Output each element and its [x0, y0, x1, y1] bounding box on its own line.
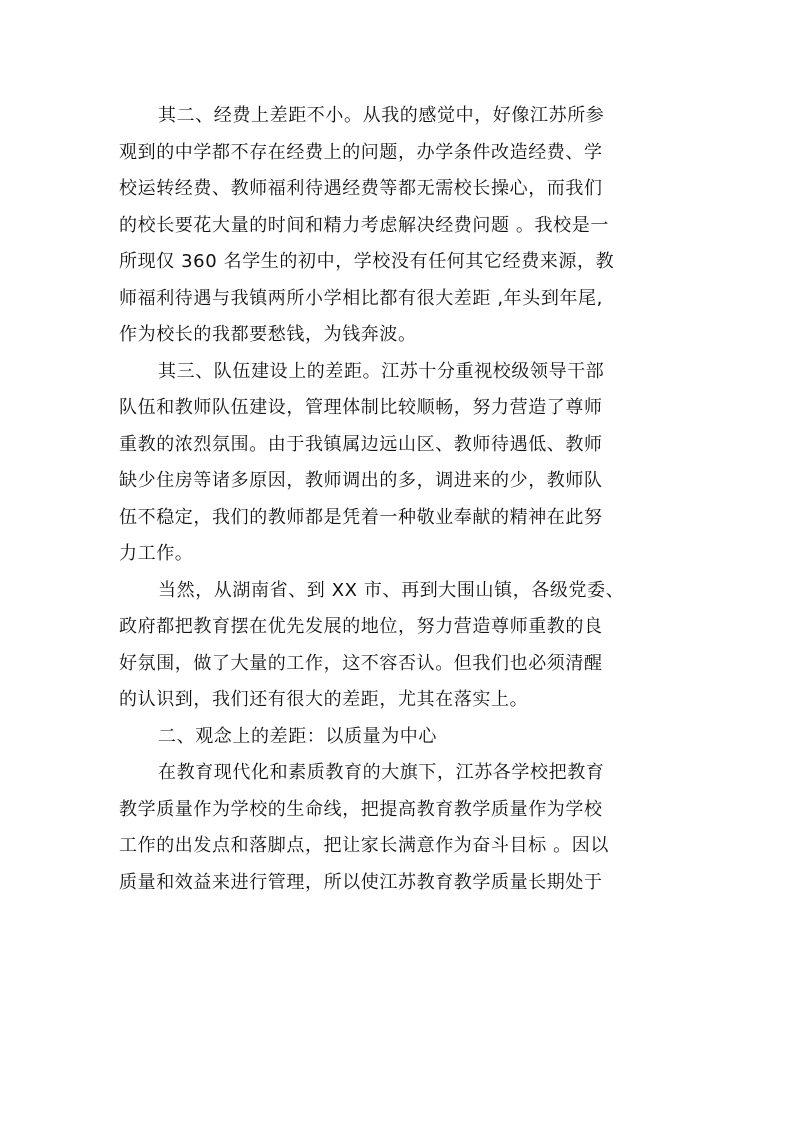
paragraph-line: 其二、经费上差距不小。从我的感觉中，好像江苏所参 — [158, 105, 605, 126]
paragraph-line: 师福利待遇与我镇两所小学相比都有很大差距 ,年头到年尾, — [119, 287, 603, 309]
paragraph-line: 校运转经费、教师福利待遇经费等都无需校长操心，而我们 — [119, 178, 603, 199]
paragraph-line: 所现仅 360 名学生的初中，学校没有任何其它经费来源，教 — [119, 251, 615, 272]
paragraph-line: 缺少住房等诸多原因，教师调出的多，调进来的少，教师队 — [119, 470, 603, 491]
paragraph-line: 政府都把教育摆在优先发展的地位，努力营造尊师重教的良 — [119, 616, 603, 637]
paragraph-line: 重教的浓烈氛围。由于我镇属边远山区、教师待遇低、教师 — [119, 433, 603, 455]
paragraph-line: 观到的中学都不存在经费上的问题，办学条件改造经费、学 — [119, 141, 603, 163]
paragraph-line: 队伍和教师队伍建设，管理体制比较顺畅，努力营造了尊师 — [119, 397, 603, 418]
document-body — [119, 98, 679, 901]
paragraph-line: 的校长要花大量的时间和精力考虑解决经费问题 。我校是一 — [119, 214, 609, 236]
paragraph-line: 的认识到，我们还有很大的差距，尤其在落实上。 — [119, 689, 529, 710]
paragraph-line: 作为校长的我都要愁钱，为钱奔波。 — [119, 324, 417, 345]
paragraph-line: 教学质量作为学校的生命线，把提高教育教学质量作为学校 — [119, 798, 603, 820]
paragraph-line: 在教育现代化和素质教育的大旗下，江苏各学校把教育 — [158, 762, 605, 783]
paragraph-line: 当然，从湖南省、到 XX 市、再到大围山镇，各级党委、 — [158, 579, 625, 601]
paragraph-line: 好氛围，做了大量的工作，这不容否认。但我们也必须清醒 — [119, 652, 603, 674]
section-heading: 二、观念上的差距：以质量为中心 — [158, 725, 437, 747]
paragraph-line: 力工作。 — [119, 543, 194, 564]
paragraph-line: 质量和效益来进行管理，所以使江苏教育教学质量长期处于 — [119, 871, 603, 893]
paragraph-line: 其三、队伍建设上的差距。江苏十分重视校级领导干部 — [158, 360, 605, 382]
paragraph-line: 工作的出发点和落脚点，把让家长满意作为奋斗目标 。因以 — [119, 835, 609, 856]
paragraph-line: 伍不稳定，我们的教师都是凭着一种敬业奉献的精神在此努 — [119, 506, 603, 528]
